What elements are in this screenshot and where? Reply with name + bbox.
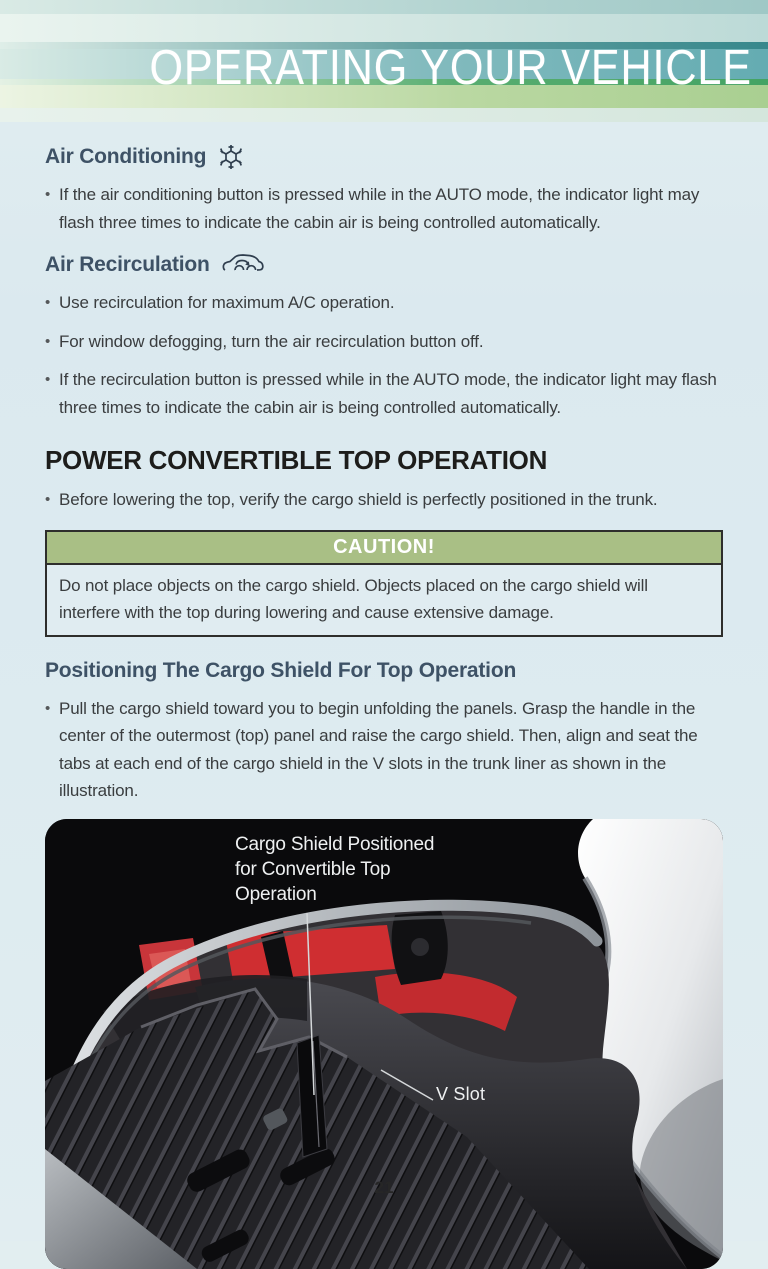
trunk-photo	[45, 819, 723, 1269]
chapter-title: OPERATING YOUR VEHICLE	[149, 41, 752, 95]
header-stripe	[0, 0, 768, 14]
list-item-text: • If the air conditioning button is pressed while in the AUTO mode, the indicator light may flash three times to indicate the cabin air is being controlled automatically.	[59, 185, 700, 232]
list-item-text: • Pull the cargo shield toward you to begin unfolding the panels. Grasp the handle in the center of the outermost (top) panel and raise the cargo shield. Then, align and seat the tabs at each end of the cargo shield in the V slots in the trunk liner as shown in the illustration.	[59, 698, 698, 800]
section-heading-power-top: POWER CONVERTIBLE TOP OPERATION	[45, 445, 548, 475]
header-stripe	[0, 14, 768, 42]
page-number: 21	[374, 1178, 394, 1197]
list-item-text: • Before lowering the top, verify the cargo shield is perfectly positioned in the trunk.	[59, 490, 658, 509]
figure-label-cargo-shield: Cargo Shield Positioned for Convertible Top Operation	[235, 833, 435, 905]
section-heading-air-recirculation	[45, 252, 723, 278]
section-heading-air-conditioning	[45, 144, 723, 170]
list-item	[45, 695, 723, 805]
header-stripe	[0, 108, 768, 122]
recirculation-icon	[222, 253, 264, 277]
snowflake-icon	[218, 144, 244, 170]
section-heading-label: Air Recirculation	[45, 253, 210, 276]
caution-text: Do not place objects on the cargo shield. Objects placed on the cargo shield will interfere with the top during lowering and cause extensive damage.	[47, 565, 721, 635]
caution-title: CAUTION!	[333, 535, 435, 558]
list-item	[45, 486, 723, 514]
list-item-text: • If the recirculation button is pressed while in the AUTO mode, the indicator light may flash three times to indicate the cabin air is being controlled automatically.	[59, 370, 717, 417]
caution-header	[47, 532, 721, 565]
list-item	[45, 366, 723, 421]
figure-label-v-slot: V Slot	[436, 1083, 486, 1104]
section-heading-label: Air Conditioning	[45, 145, 207, 168]
section-heading-label: Positioning The Cargo Shield For Top Operation	[45, 658, 517, 682]
chapter-header	[0, 0, 768, 122]
hinge-detail	[411, 938, 429, 956]
list-item	[45, 181, 723, 236]
list-item	[45, 289, 723, 317]
caution-box	[45, 530, 723, 637]
list-item	[45, 328, 723, 356]
list-item-text: • For window defogging, turn the air recirculation button off.	[59, 331, 484, 351]
section-heading-positioning	[45, 658, 723, 684]
list-item-text: • Use recirculation for maximum A/C operation.	[59, 293, 395, 312]
